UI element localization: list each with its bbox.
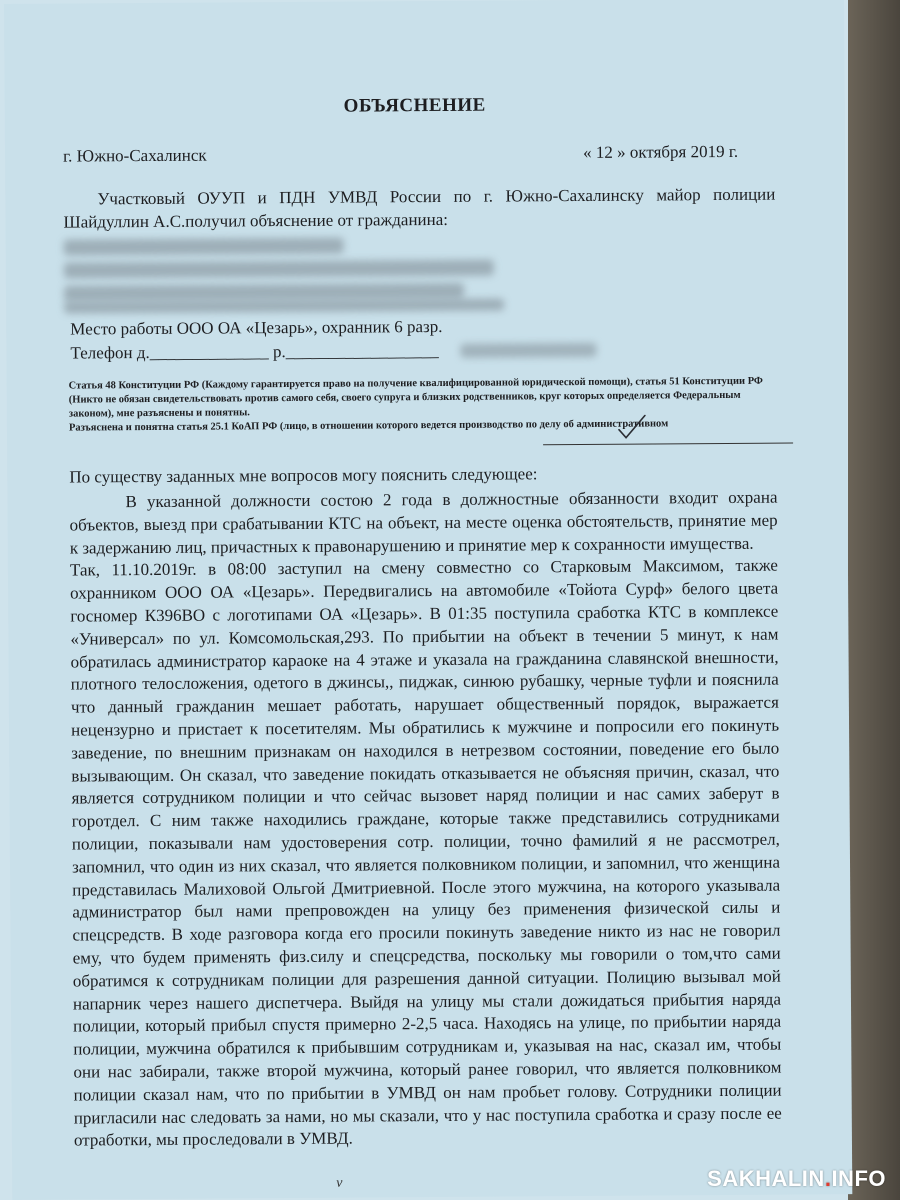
phone-line: Телефон д.______________ р.__________________ <box>70 340 439 363</box>
statement-body <box>69 487 782 1153</box>
document-sheet <box>4 0 852 1200</box>
paragraph-text: В указанной должности состою 2 года в должностные обязанности входит охрана объектов, выезд при срабатывании КТС на объект, на месте оценка обстоятельств, принятие мер к задержанию лиц, причастных к правонарушению и принятие мер к сохранности имущества. <box>69 487 778 558</box>
redacted-address <box>64 299 504 314</box>
paragraph <box>69 487 777 560</box>
signature-line <box>543 443 793 446</box>
body-intro: По существу заданных мне вопросов могу пояснить следующее: <box>69 464 538 487</box>
checkmark-icon <box>615 412 649 442</box>
work-place: Место работы ООО ОА «Цезарь», охранник 6 разр. <box>70 316 443 339</box>
table-surface <box>848 0 900 1200</box>
watermark-part: INFO <box>831 1166 886 1191</box>
redacted-phone <box>460 343 596 358</box>
watermark-part: SAKHALIN <box>707 1166 825 1191</box>
city-line: г. Южно-Сахалинск <box>62 145 207 166</box>
rights-notice <box>69 375 777 436</box>
document-title: ОБЪЯСНЕНИЕ <box>343 94 486 117</box>
redacted-name <box>64 238 344 256</box>
intro-text: Участковый ОУУП и ПДН УМВД России по г. Южно-Сахалинску майор полиции Шайдуллин А.С.получил объяснение от гражданина: <box>63 184 776 232</box>
watermark-dot: . <box>824 1166 832 1191</box>
rights-koap: Разъяснена и понятна статья 25.1 КоАП РФ (лицо, в отношении которого ведется производство по делу об административном <box>68 418 669 434</box>
intro-paragraph <box>63 183 775 234</box>
page-mark: v <box>336 1175 343 1191</box>
paragraph: Так, 11.10.2019г. в 08:00 заступил на смену совместно со Старковым Максимом, также охранником ООО ОА «Цезарь». Передвигались на автомобиле «Тойота Сурф» белого цвета госномер К396ВО с логотипами ОА «Цезарь». В 01:35 поступила сработка КТС в комплексе «Универсал» по ул. Комсомольская,293. По прибытии на объект в течении 5 минут, к нам обратилась администратор караоке на 4 этаже и указала на гражданина славянской внешности, плотного телосложения, одетого в джинсы,, пиджак, синюю рубашку, черные туфли и пояснила что данный гражданин мешает работать, нарушает общественный порядок, выражается нецензурно и пристает к посетителям. Мы обратились к мужчине и попросили его покинуть заведение, по внешним признакам он находился в нетрезвом состоянии, поведение его было вызывающим. Он сказал, что заведение покидать отказывается не объясняя причин, сказал, что является сотрудником полиции и что сейчас вызовет наряд полиции и нас самих заберут в горотдел. С ним также находились граждане, которые также представились сотрудниками полиции, показывали нам удостоверения сотр. полиции, точно фамилий я не рассмотрел, запомнил, что один из них сказал, что является полковником полиции, и запомнил, что женщина представилась Малиховой Ольгой Дмитриевной. После этого мужчина, на которого указывала администратор был нами препровожден на улицу без применения физической силы и спецсредств. В ходе разговора когда его просили покинуть заведение никто из нас не говорил ему, что будем применять физ.силу и спецсредства, поскольку мы говорили о том,что сами обратимся к сотрудникам полиции для разрешения данной ситуации. Полицию вызывал мой напарник через нашего диспетчера. Выйдя на улицу мы стали дожидаться прибытия наряда полиции, который прибыл спустя примерно 2-2,5 часа. Находясь на улице, по прибытии наряда полиции, мужчина обратился к прибывшим сотрудникам и, указывая на нас, сказал им, чтобы они нас забирали, также второй мужчина, который ранее говорил, что является полковником полиции сказал нам, что по прибытии в УМВД он нам пробьет голову. Сотрудники полиции пригласили нас следовать за нами, но мы сказали, что у нас поступила сработка и сразу после ее отработки, мы проследовали в УМВД. <box>69 556 782 1150</box>
date-line: « 12 » октября 2019 г. <box>582 141 739 162</box>
rights-constitution: Статья 48 Конституции РФ (Каждому гарантируется право на получение квалифицированной юридической помощи), статья 51 Конституции РФ (Никто не обязан свидетельствовать против самого себя, своего супруга и близких родственников, круг которых определяется Федеральным законом), мне разъяснены и понятны. <box>68 375 763 420</box>
redacted-birth <box>64 260 494 279</box>
site-watermark <box>707 1166 886 1192</box>
